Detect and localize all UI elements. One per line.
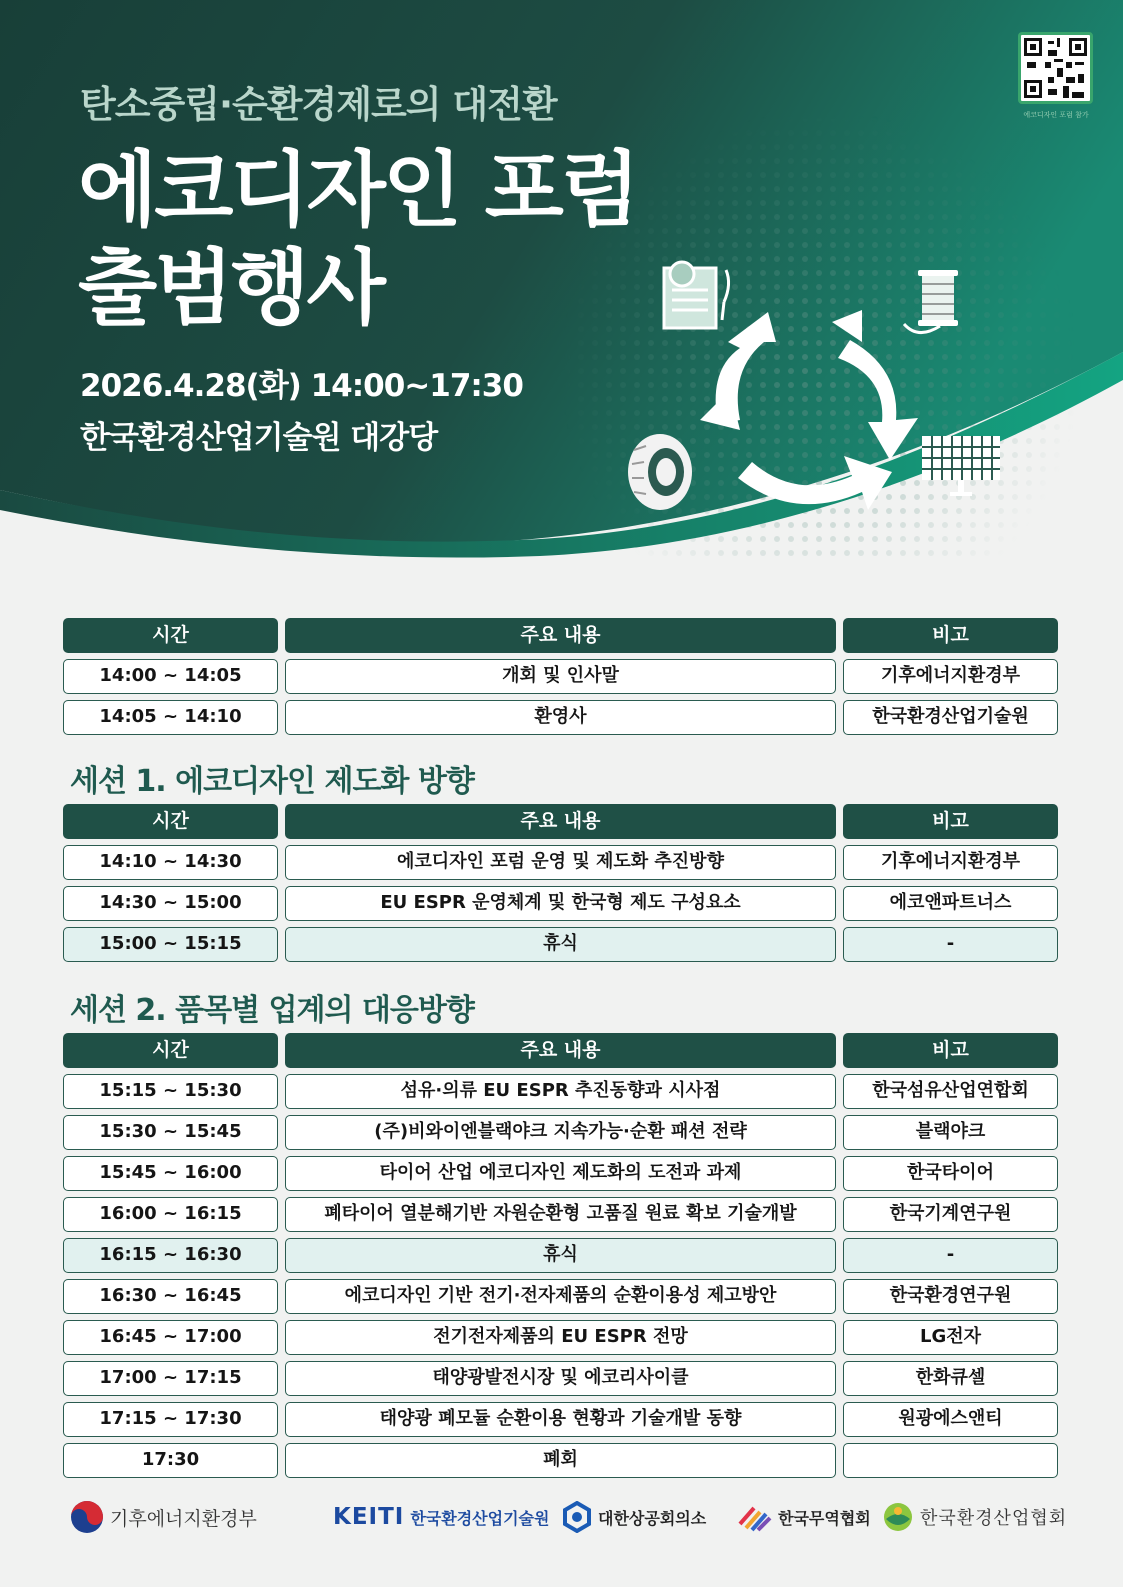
content-cell: 태양광발전시장 및 에코리사이클	[285, 1361, 836, 1396]
note-cell: 한국타이어	[843, 1156, 1058, 1191]
time-cell: 15:30 ~ 15:45	[63, 1115, 278, 1150]
thread-spool-icon	[904, 270, 958, 333]
time-cell: 16:45 ~ 17:00	[63, 1320, 278, 1355]
content-cell: 폐타이어 열분해기반 자원순환형 고품질 원료 확보 기술개발	[285, 1197, 836, 1232]
logo-keia	[882, 1500, 1067, 1534]
header-time: 시간	[63, 618, 278, 653]
logo-kcci	[562, 1500, 706, 1534]
time-cell: 14:10 ~ 14:30	[63, 845, 278, 880]
time-cell: 17:30	[63, 1443, 278, 1478]
hero-banner	[0, 0, 1123, 560]
event-date: 2026.4.28(화) 14:00~17:30	[80, 368, 523, 404]
recycle-arrows-icon	[700, 310, 918, 510]
logo-keiti	[333, 1500, 549, 1534]
time-cell: 17:00 ~ 17:15	[63, 1361, 278, 1396]
event-title-line2: 출범행사	[78, 241, 383, 336]
session2-title: 세션 2. 품목별 업계의 대응방향	[70, 993, 474, 1028]
content-cell: 폐회	[285, 1443, 836, 1478]
note-cell: 한국기계연구원	[843, 1197, 1058, 1232]
solar-panel-icon	[922, 436, 1000, 496]
note-cell: 에코앤파트너스	[843, 886, 1058, 921]
session2-schedule-table	[63, 1033, 1058, 1478]
note-cell	[843, 1443, 1058, 1478]
keiti-mark: KEITI	[333, 1504, 405, 1530]
event-venue: 한국환경산업기술원 대강당	[80, 420, 438, 456]
keia-icon	[882, 1501, 914, 1533]
time-cell: 15:15 ~ 15:30	[63, 1074, 278, 1109]
header-content: 주요 내용	[285, 804, 836, 839]
qr-caption: 에코디자인 포럼 참가	[1023, 111, 1089, 119]
logo-keiti-text: 한국환경산업기술원	[410, 1508, 550, 1528]
note-cell: 한국섬유산업연합회	[843, 1074, 1058, 1109]
logo-ministry-text: 기후에너지환경부	[110, 1507, 257, 1530]
qr-code-icon[interactable]	[1018, 32, 1093, 104]
note-cell: -	[843, 927, 1058, 962]
logo-kita-text: 한국무역협회	[778, 1508, 871, 1528]
content-cell: 개회 및 인사말	[285, 659, 836, 694]
logo-keia-text: 한국환경산업협회	[920, 1508, 1068, 1529]
time-cell: 14:05 ~ 14:10	[63, 700, 278, 735]
session1-title: 세션 1. 에코디자인 제도화 방향	[70, 764, 474, 799]
content-cell: 태양광 폐모듈 순환이용 현황과 기술개발 동향	[285, 1402, 836, 1437]
note-cell: LG전자	[843, 1320, 1058, 1355]
recycle-illustration	[600, 250, 1020, 530]
note-cell: 기후에너지환경부	[843, 659, 1058, 694]
header-time: 시간	[63, 804, 278, 839]
opening-schedule-table	[63, 618, 1058, 735]
note-cell: 기후에너지환경부	[843, 845, 1058, 880]
header-time: 시간	[63, 1033, 278, 1068]
note-cell: 블랙야크	[843, 1115, 1058, 1150]
time-cell: 16:15 ~ 16:30	[63, 1238, 278, 1273]
note-cell: 한국환경연구원	[843, 1279, 1058, 1314]
header-note: 비고	[843, 804, 1058, 839]
time-cell: 16:00 ~ 16:15	[63, 1197, 278, 1232]
tire-icon	[628, 434, 692, 510]
note-cell: 원광에스앤티	[843, 1402, 1058, 1437]
content-cell: 섬유·의류 EU ESPR 추진동향과 시사점	[285, 1074, 836, 1109]
document-icon	[664, 262, 729, 328]
time-cell: 15:00 ~ 15:15	[63, 927, 278, 962]
content-cell: 타이어 산업 에코디자인 제도화의 도전과 과제	[285, 1156, 836, 1191]
header-note: 비고	[843, 618, 1058, 653]
note-cell: 한화큐셀	[843, 1361, 1058, 1396]
header-content: 주요 내용	[285, 618, 836, 653]
header-content: 주요 내용	[285, 1033, 836, 1068]
time-cell: 14:30 ~ 15:00	[63, 886, 278, 921]
time-cell: 16:30 ~ 16:45	[63, 1279, 278, 1314]
logo-kcci-text: 대한상공회의소	[598, 1508, 707, 1528]
content-cell: EU ESPR 운영체계 및 한국형 제도 구성요소	[285, 886, 836, 921]
content-cell: 휴식	[285, 927, 836, 962]
event-title-line1: 에코디자인 포럼	[78, 143, 638, 238]
event-subtitle: 탄소중립·순환경제로의 대전환	[80, 83, 557, 126]
content-cell: 에코디자인 기반 전기·전자제품의 순환이용성 제고방안	[285, 1279, 836, 1314]
content-cell: (주)비와이엔블랙야크 지속가능·순환 패션 전략	[285, 1115, 836, 1150]
time-cell: 15:45 ~ 16:00	[63, 1156, 278, 1191]
header-note: 비고	[843, 1033, 1058, 1068]
content-cell: 휴식	[285, 1238, 836, 1273]
time-cell: 17:15 ~ 17:30	[63, 1402, 278, 1437]
content-cell: 에코디자인 포럼 운영 및 제도화 추진방향	[285, 845, 836, 880]
note-cell: -	[843, 1238, 1058, 1273]
logo-kita	[738, 1500, 871, 1534]
session1-schedule-table	[63, 804, 1058, 962]
content-cell: 전기전자제품의 EU ESPR 전망	[285, 1320, 836, 1355]
event-title	[78, 142, 637, 338]
note-cell: 한국환경산업기술원	[843, 700, 1058, 735]
time-cell: 14:00 ~ 14:05	[63, 659, 278, 694]
content-cell: 환영사	[285, 700, 836, 735]
taegeuk-icon	[70, 1500, 104, 1534]
logo-ministry	[70, 1500, 257, 1534]
kita-icon	[738, 1502, 772, 1532]
kcci-icon	[562, 1501, 592, 1533]
